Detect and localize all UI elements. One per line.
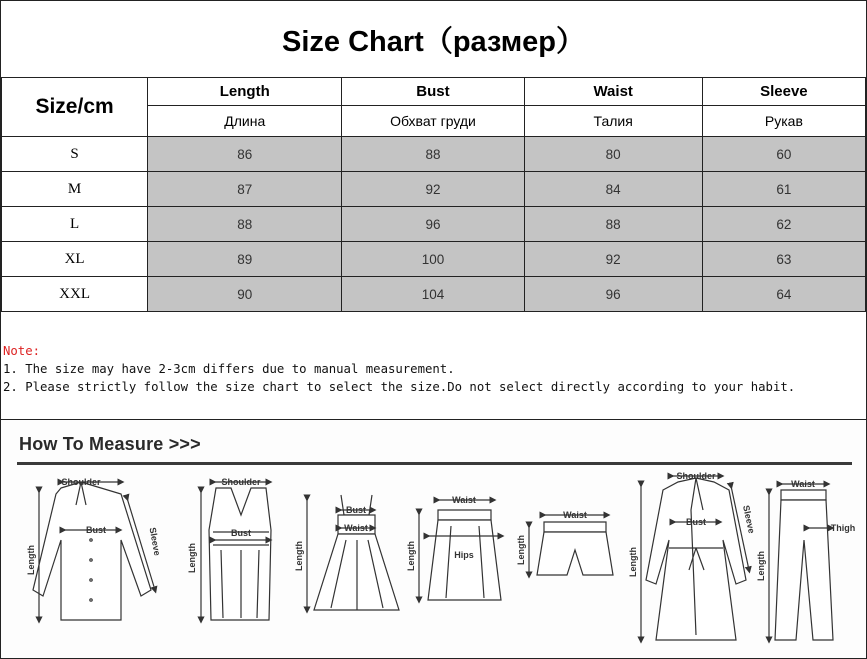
size-cell: L bbox=[2, 207, 148, 242]
column-header-waist: Waist bbox=[524, 78, 702, 106]
how-to-measure-section bbox=[1, 420, 866, 658]
bust-label: Bust bbox=[686, 517, 706, 527]
bust-cell: 100 bbox=[342, 242, 524, 277]
how-to-measure-title: How To Measure >>> bbox=[19, 434, 201, 454]
column-header-bust: Bust bbox=[342, 78, 524, 106]
note-item: 1. The size may have 2-3cm differs due to manual measurement. bbox=[3, 362, 455, 376]
size-cell: M bbox=[2, 172, 148, 207]
length-label: Length bbox=[294, 541, 304, 571]
length-label: Length bbox=[406, 541, 416, 571]
length-cell: 90 bbox=[148, 277, 342, 312]
length-cell: 86 bbox=[148, 137, 342, 172]
length-label: Length bbox=[628, 547, 638, 577]
size-cell: S bbox=[2, 137, 148, 172]
thigh-label: Thigh bbox=[830, 523, 856, 533]
table-row bbox=[2, 277, 866, 312]
title-row bbox=[1, 1, 866, 78]
column-header-sleeve: Sleeve bbox=[702, 78, 865, 106]
divider bbox=[17, 462, 852, 465]
sleeve-cell: 63 bbox=[702, 242, 865, 277]
bust-label: Bust bbox=[346, 505, 366, 515]
column-header-length: Length bbox=[148, 78, 342, 106]
waist-label: Waist bbox=[563, 510, 587, 520]
length-label: Length bbox=[26, 545, 36, 575]
column-subheader-bust: Обхват груди bbox=[342, 106, 524, 137]
bust-label: Bust bbox=[86, 525, 106, 535]
waist-label: Waist bbox=[344, 523, 368, 533]
table-row bbox=[2, 242, 866, 277]
length-cell: 88 bbox=[148, 207, 342, 242]
note-label: Note: bbox=[3, 344, 41, 358]
bust-cell: 104 bbox=[342, 277, 524, 312]
bust-cell: 92 bbox=[342, 172, 524, 207]
size-cell: XXL bbox=[2, 277, 148, 312]
size-header: Size/cm bbox=[2, 78, 148, 137]
column-subheader-sleeve: Рукав bbox=[702, 106, 865, 137]
waist-cell: 88 bbox=[524, 207, 702, 242]
sleeve-label: Sleeve bbox=[741, 504, 757, 535]
table-row bbox=[2, 172, 866, 207]
waist-label: Waist bbox=[791, 479, 815, 489]
column-subheader-length: Длина bbox=[148, 106, 342, 137]
note-item: 2. Please strictly follow the size chart to select the size.Do not select directly according to your habit. bbox=[3, 380, 796, 394]
sleeve-cell: 64 bbox=[702, 277, 865, 312]
hips-label: Hips bbox=[454, 550, 474, 560]
trousers-icon bbox=[769, 484, 833, 640]
waist-label: Waist bbox=[452, 495, 476, 505]
length-label: Length bbox=[516, 535, 526, 565]
blouse-icon bbox=[33, 482, 155, 620]
length-cell: 89 bbox=[148, 242, 342, 277]
sleeve-cell: 60 bbox=[702, 137, 865, 172]
length-label: Length bbox=[187, 543, 197, 573]
bust-label: Bust bbox=[231, 528, 251, 538]
waist-cell: 92 bbox=[524, 242, 702, 277]
sleeve-cell: 62 bbox=[702, 207, 865, 242]
sleeve-cell: 61 bbox=[702, 172, 865, 207]
measurement-illustrations bbox=[1, 470, 866, 658]
table-row bbox=[2, 137, 866, 172]
table-row bbox=[2, 207, 866, 242]
length-label: Length bbox=[756, 551, 766, 581]
table-header-row-en bbox=[2, 78, 866, 106]
size-cell: XL bbox=[2, 242, 148, 277]
shorts-icon bbox=[529, 515, 613, 575]
size-table bbox=[1, 77, 866, 312]
bust-cell: 88 bbox=[342, 137, 524, 172]
waist-cell: 96 bbox=[524, 277, 702, 312]
notes-section bbox=[1, 312, 866, 420]
length-cell: 87 bbox=[148, 172, 342, 207]
bust-cell: 96 bbox=[342, 207, 524, 242]
column-subheader-waist: Талия bbox=[524, 106, 702, 137]
sleeve-label: Sleeve bbox=[147, 526, 163, 557]
shoulder-label: Shoulder bbox=[61, 477, 101, 487]
waist-cell: 80 bbox=[524, 137, 702, 172]
shoulder-label: Shoulder bbox=[676, 471, 716, 481]
waist-cell: 84 bbox=[524, 172, 702, 207]
shoulder-label: Shoulder bbox=[221, 477, 261, 487]
tank-top-icon bbox=[201, 482, 271, 620]
coat-icon bbox=[641, 476, 749, 640]
page-title: Size Chart（размер） bbox=[282, 25, 585, 58]
